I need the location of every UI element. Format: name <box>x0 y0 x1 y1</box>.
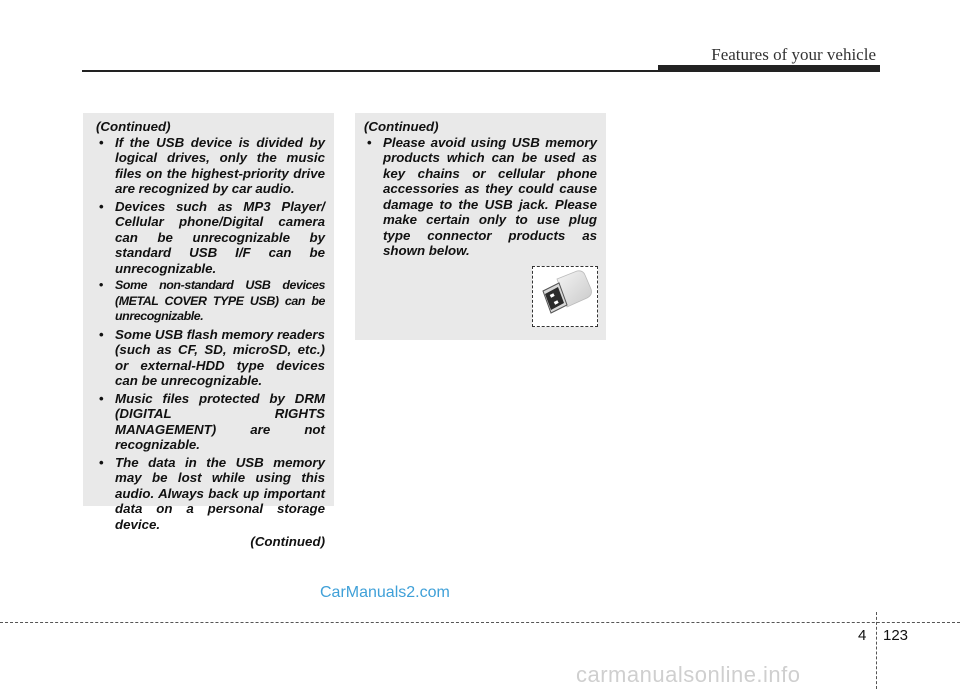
usb-notes-box-left <box>83 113 334 549</box>
list-item: • Music files protected by DRM (DIGITAL RIGHTS MANAGEMENT) are not recognizable. <box>96 391 325 453</box>
section-title: Features of your vehicle <box>711 45 876 64</box>
header-rule-thick <box>658 65 880 72</box>
continued-label-top: (Continued) <box>96 119 171 134</box>
list-item: • If the USB device is divided by logical drives, only the music files on the highest-priority drive are recognized by car audio. <box>96 135 325 197</box>
list-item: • The data in the USB memory may be lost while using this audio. Always back up important data on a personal storage device. <box>96 455 325 533</box>
continued-label-bottom: (Continued) <box>250 534 325 549</box>
page-number: 123 <box>883 627 909 644</box>
list-item: • Please avoid using USB memory products which can be used as key chains or cellular phone accessories as they could cause damage to the USB jack. Please make certain only to use plug type connector products as shown below. <box>364 135 597 259</box>
usb-stick-icon <box>533 267 597 326</box>
bullet-list <box>96 135 325 533</box>
list-item: • Some non-standard USB devices (METAL COVER TYPE USB) can be unrecognizable. <box>96 278 325 325</box>
continued-label-top: (Continued) <box>364 119 439 134</box>
chapter-number: 4 <box>858 627 867 644</box>
bullet-list <box>364 135 597 259</box>
watermark-link[interactable]: CarManuals2.com <box>320 584 450 601</box>
footer-watermark: carmanualsonline.info <box>576 662 801 687</box>
list-item: • Devices such as MP3 Player/ Cellular phone/Digital camera can be unrecognizable by standard USB I/F can be unrecognizable. <box>96 199 325 277</box>
usb-plug-image <box>532 266 598 327</box>
footer-divider <box>876 612 877 689</box>
footer-rule <box>0 622 960 623</box>
list-item: • Some USB flash memory readers (such as CF, SD, microSD, etc.) or external-HDD type devices can be unrecognizable. <box>96 327 325 389</box>
